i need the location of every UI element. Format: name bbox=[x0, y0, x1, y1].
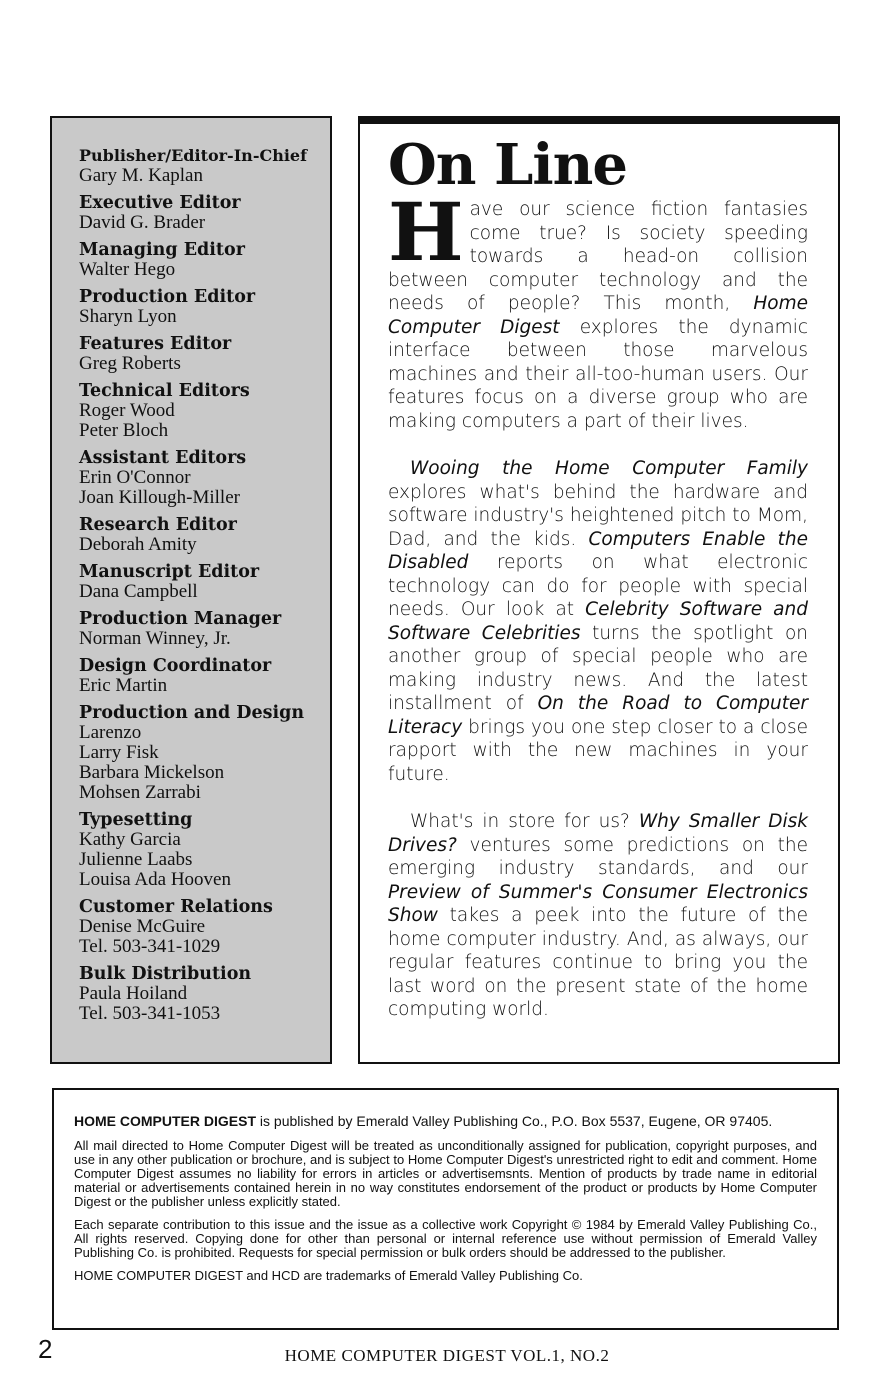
masthead-person: Tel. 503-341-1029 bbox=[79, 936, 221, 957]
article-title-reference: Computers Enable the Disabled bbox=[388, 528, 808, 573]
masthead-role: Technical Editors bbox=[79, 381, 250, 401]
editorial-title: On Line bbox=[388, 132, 627, 198]
masthead-person: Deborah Amity bbox=[79, 534, 197, 555]
masthead-person: Denise McGuire bbox=[79, 916, 206, 937]
masthead-box bbox=[50, 116, 332, 1064]
masthead-person: Larry Fisk bbox=[79, 742, 159, 763]
masthead-role: Research Editor bbox=[79, 515, 237, 535]
masthead-person: Tel. 503-341-1053 bbox=[79, 1003, 221, 1024]
masthead-person: Dana Campbell bbox=[79, 581, 198, 602]
notice-magazine-name: HOME COMPUTER DIGEST bbox=[74, 1113, 257, 1129]
masthead-role: Bulk Distribution bbox=[79, 964, 252, 984]
masthead-person: David G. Brader bbox=[79, 212, 206, 233]
editorial-text: ave our science fiction fantasies come true? Is society speeding towards a head-on collision between computer technology and the needs of people? This month, bbox=[388, 199, 808, 314]
editorial-paragraph bbox=[388, 457, 808, 786]
masthead-role: Executive Editor bbox=[79, 193, 241, 213]
masthead-role: Manuscript Editor bbox=[79, 562, 260, 582]
masthead-person: Joan Killough-Miller bbox=[79, 487, 240, 508]
masthead-person: Louisa Ada Hooven bbox=[79, 869, 231, 890]
masthead-role: Features Editor bbox=[79, 334, 232, 354]
editorial-text: reports on what electronic technology can do for people with special needs. Our look at bbox=[388, 552, 808, 620]
article-title-reference: Wooing the Home Computer Family bbox=[410, 458, 808, 479]
page-number: 2 bbox=[38, 1334, 53, 1364]
masthead-role: Production and Design bbox=[79, 703, 305, 723]
notice-address: is published by Emerald Valley Publishing Co., P.O. Box 5537, Eugene, OR 97405. bbox=[256, 1113, 773, 1129]
editorial-text: What's in store for us? bbox=[410, 811, 639, 832]
article-title-reference: Celebrity Software and Software Celebrities bbox=[388, 599, 808, 644]
masthead-person: Julienne Laabs bbox=[79, 849, 193, 870]
notice-publisher-line bbox=[74, 1114, 817, 1128]
editorial-text: ventures some predictions on the emerging industry standards, and our bbox=[388, 834, 808, 879]
masthead-person: Paula Hoiland bbox=[79, 983, 188, 1004]
publisher-notice bbox=[52, 1088, 839, 1330]
article-title-reference: Preview of Summer's Consumer Electronics Show bbox=[388, 881, 808, 926]
masthead-role: Design Coordinator bbox=[79, 656, 272, 676]
editorial-text: turns the spotlight on another group of special people who are making industry news. And the latest installment of bbox=[388, 622, 808, 714]
masthead-person: Larenzo bbox=[79, 722, 142, 743]
masthead-person: Peter Bloch bbox=[79, 420, 169, 441]
masthead-role: Typesetting bbox=[79, 810, 193, 830]
masthead-person: Gary M. Kaplan bbox=[79, 165, 203, 186]
masthead-person: Sharyn Lyon bbox=[79, 306, 177, 327]
masthead-role: Production Manager bbox=[79, 609, 282, 629]
article-title-reference: Home Computer Digest bbox=[388, 293, 808, 338]
editorial-text: takes a peek into the future of the home computer industry. And, as always, our regular features continue to bring you the last word on the present state of the home computing world. bbox=[388, 905, 808, 1020]
drop-cap: H bbox=[388, 185, 464, 279]
masthead-role: Assistant Editors bbox=[79, 448, 247, 468]
masthead-person: Barbara Mickelson bbox=[79, 762, 225, 783]
notice-liability: All mail directed to Home Computer Digest will be treated as unconditionally assigned for publication, copyright purposes, and use in any other publication or brochure, and is subject to Home Computer Digest's unrestricted right to edit and comment. Home Computer Digest assumes no liability for errors in articles or advertisemsnts. Mention of products by trade name in editorial material or advertisements contained herein in no way constitutes endorsement of the product or products by Home Computer Digest or the publisher unless explicitly stated. bbox=[74, 1138, 817, 1209]
editorial-text: brings you one step closer to a close rapport with the new machines in your future. bbox=[388, 716, 808, 785]
editorial-paragraph bbox=[388, 810, 808, 1022]
masthead-person: Walter Hego bbox=[79, 259, 176, 280]
editorial-box bbox=[358, 116, 840, 1064]
masthead-role: Managing Editor bbox=[79, 240, 245, 260]
masthead-person: Eric Martin bbox=[79, 675, 168, 696]
editorial-text: explores what's behind the hardware and software industry's heightened pitch to Mom, Dad, and the kids. bbox=[388, 481, 808, 550]
article-title-reference: On the Road to Computer Literacy bbox=[388, 693, 808, 738]
editorial-text: explores the dynamic interface between those marvelous machines and their all-too-human users. Our features focus on a diverse group who are making computers a part of their lives. bbox=[388, 316, 809, 432]
footer-magazine-title: HOME COMPUTER DIGEST VOL.1, NO.2 bbox=[284, 1346, 610, 1365]
masthead-person: Kathy Garcia bbox=[79, 829, 181, 850]
notice-trademarks: HOME COMPUTER DIGEST and HCD are trademarks of Emerald Valley Publishing Co. bbox=[74, 1268, 583, 1283]
editorial-paragraph bbox=[388, 185, 809, 433]
masthead-person: Roger Wood bbox=[79, 400, 175, 421]
masthead-person: Erin O'Connor bbox=[79, 467, 191, 488]
editorial-body bbox=[388, 185, 809, 1022]
masthead-role: Customer Relations bbox=[79, 897, 273, 917]
masthead-person: Norman Winney, Jr. bbox=[79, 628, 231, 649]
article-title-reference: Why Smaller Disk Drives? bbox=[388, 811, 808, 856]
masthead-person: Greg Roberts bbox=[79, 353, 181, 374]
masthead-role: Publisher/Editor-In-Chief bbox=[79, 146, 307, 165]
masthead-role: Production Editor bbox=[79, 287, 256, 307]
notice-copyright: Each separate contribution to this issue and the issue as a collective work Copyright © 1984 by Emerald Valley Publishing Co., All rights reserved. Copying done for other than personal or internal reference use without permission of Emerald Valley Publishing Co. is prohibited. Requests for special permission or bulk orders should be addressed to the publisher. bbox=[74, 1217, 817, 1260]
masthead-person: Mohsen Zarrabi bbox=[79, 782, 201, 803]
